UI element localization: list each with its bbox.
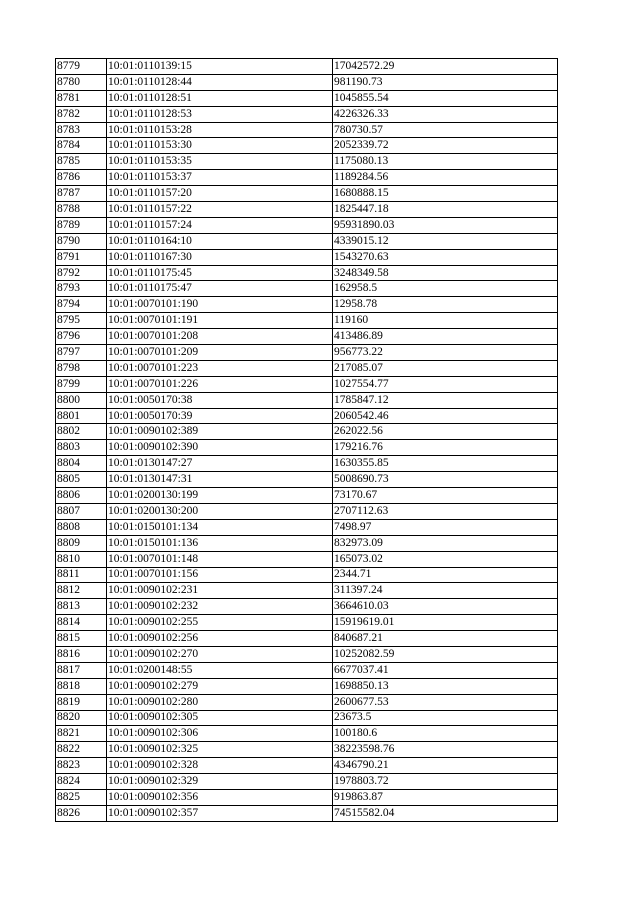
row-number-cell: 8786 xyxy=(56,170,107,186)
table-row xyxy=(56,789,558,805)
cadastral-number-cell: 10:01:0090102:390 xyxy=(107,440,333,456)
row-number-cell: 8804 xyxy=(56,456,107,472)
value-cell: 1680888.15 xyxy=(333,186,558,202)
row-number-cell: 8803 xyxy=(56,440,107,456)
cadastral-number-cell: 10:01:0110128:53 xyxy=(107,106,333,122)
table-row xyxy=(56,106,558,122)
row-number-cell: 8782 xyxy=(56,106,107,122)
cadastral-number-cell: 10:01:0110153:30 xyxy=(107,138,333,154)
table-row xyxy=(56,408,558,424)
cadastral-number-cell: 10:01:0200130:199 xyxy=(107,488,333,504)
row-number-cell: 8810 xyxy=(56,551,107,567)
table-row xyxy=(56,599,558,615)
row-number-cell: 8785 xyxy=(56,154,107,170)
value-cell: 3248349.58 xyxy=(333,265,558,281)
value-cell: 179216.76 xyxy=(333,440,558,456)
value-cell: 1189284.56 xyxy=(333,170,558,186)
row-number-cell: 8792 xyxy=(56,265,107,281)
table-row xyxy=(56,233,558,249)
table-row xyxy=(56,805,558,821)
cadastral-number-cell: 10:01:0110157:24 xyxy=(107,217,333,233)
cadastral-number-cell: 10:01:0110139:15 xyxy=(107,59,333,75)
table-row xyxy=(56,488,558,504)
value-cell: 7498.97 xyxy=(333,519,558,535)
cadastral-number-cell: 10:01:0110175:45 xyxy=(107,265,333,281)
row-number-cell: 8807 xyxy=(56,503,107,519)
value-cell: 1630355.85 xyxy=(333,456,558,472)
cadastral-number-cell: 10:01:0070101:156 xyxy=(107,567,333,583)
cadastral-number-cell: 10:01:0090102:279 xyxy=(107,678,333,694)
value-cell: 5008690.73 xyxy=(333,472,558,488)
table-row xyxy=(56,503,558,519)
value-cell: 2600677.53 xyxy=(333,694,558,710)
row-number-cell: 8826 xyxy=(56,805,107,821)
value-cell: 1027554.77 xyxy=(333,376,558,392)
row-number-cell: 8795 xyxy=(56,313,107,329)
value-cell: 1825447.18 xyxy=(333,202,558,218)
cadastral-number-cell: 10:01:0150101:134 xyxy=(107,519,333,535)
row-number-cell: 8781 xyxy=(56,90,107,106)
table-row xyxy=(56,631,558,647)
table-row xyxy=(56,154,558,170)
cadastral-number-cell: 10:01:0090102:255 xyxy=(107,615,333,631)
value-cell: 262022.56 xyxy=(333,424,558,440)
value-cell: 100180.6 xyxy=(333,726,558,742)
value-cell: 95931890.03 xyxy=(333,217,558,233)
table-row xyxy=(56,758,558,774)
row-number-cell: 8796 xyxy=(56,329,107,345)
cadastral-number-cell: 10:01:0090102:280 xyxy=(107,694,333,710)
table-row xyxy=(56,440,558,456)
table-row xyxy=(56,472,558,488)
row-number-cell: 8825 xyxy=(56,789,107,805)
cadastral-number-cell: 10:01:0070101:191 xyxy=(107,313,333,329)
table-row xyxy=(56,202,558,218)
cadastral-number-cell: 10:01:0090102:325 xyxy=(107,742,333,758)
cadastral-number-cell: 10:01:0090102:270 xyxy=(107,646,333,662)
value-cell: 1978803.72 xyxy=(333,774,558,790)
row-number-cell: 8799 xyxy=(56,376,107,392)
row-number-cell: 8822 xyxy=(56,742,107,758)
row-number-cell: 8797 xyxy=(56,345,107,361)
cadastral-number-cell: 10:01:0050170:38 xyxy=(107,392,333,408)
row-number-cell: 8798 xyxy=(56,360,107,376)
table-row xyxy=(56,567,558,583)
value-cell: 840687.21 xyxy=(333,631,558,647)
row-number-cell: 8817 xyxy=(56,662,107,678)
value-cell: 2060542.46 xyxy=(333,408,558,424)
cadastral-number-cell: 10:01:0070101:223 xyxy=(107,360,333,376)
cadastral-number-cell: 10:01:0130147:31 xyxy=(107,472,333,488)
cadastral-number-cell: 10:01:0200148:55 xyxy=(107,662,333,678)
value-cell: 1175080.13 xyxy=(333,154,558,170)
table-row xyxy=(56,519,558,535)
row-number-cell: 8819 xyxy=(56,694,107,710)
row-number-cell: 8811 xyxy=(56,567,107,583)
value-cell: 4226326.33 xyxy=(333,106,558,122)
row-number-cell: 8789 xyxy=(56,217,107,233)
row-number-cell: 8791 xyxy=(56,249,107,265)
value-cell: 12958.78 xyxy=(333,297,558,313)
value-cell: 165073.02 xyxy=(333,551,558,567)
table-row xyxy=(56,329,558,345)
value-cell: 23673.5 xyxy=(333,710,558,726)
value-cell: 4339015.12 xyxy=(333,233,558,249)
table-row xyxy=(56,662,558,678)
table-body xyxy=(56,59,558,822)
table-row xyxy=(56,74,558,90)
table-row xyxy=(56,297,558,313)
row-number-cell: 8815 xyxy=(56,631,107,647)
value-cell: 73170.67 xyxy=(333,488,558,504)
value-cell: 162958.5 xyxy=(333,281,558,297)
table-row xyxy=(56,138,558,154)
table-row xyxy=(56,170,558,186)
cadastral-number-cell: 10:01:0090102:329 xyxy=(107,774,333,790)
row-number-cell: 8816 xyxy=(56,646,107,662)
table-row xyxy=(56,265,558,281)
cadastral-number-cell: 10:01:0070101:208 xyxy=(107,329,333,345)
value-cell: 780730.57 xyxy=(333,122,558,138)
table-row xyxy=(56,694,558,710)
row-number-cell: 8805 xyxy=(56,472,107,488)
table-row xyxy=(56,59,558,75)
cadastral-number-cell: 10:01:0150101:136 xyxy=(107,535,333,551)
value-cell: 38223598.76 xyxy=(333,742,558,758)
row-number-cell: 8787 xyxy=(56,186,107,202)
row-number-cell: 8806 xyxy=(56,488,107,504)
row-number-cell: 8824 xyxy=(56,774,107,790)
table-row xyxy=(56,424,558,440)
cadastral-number-cell: 10:01:0090102:231 xyxy=(107,583,333,599)
table-row xyxy=(56,90,558,106)
cadastral-number-cell: 10:01:0090102:232 xyxy=(107,599,333,615)
cadastral-number-cell: 10:01:0070101:226 xyxy=(107,376,333,392)
row-number-cell: 8821 xyxy=(56,726,107,742)
row-number-cell: 8808 xyxy=(56,519,107,535)
table-row xyxy=(56,710,558,726)
row-number-cell: 8779 xyxy=(56,59,107,75)
table-row xyxy=(56,726,558,742)
row-number-cell: 8794 xyxy=(56,297,107,313)
cadastral-number-cell: 10:01:0070101:148 xyxy=(107,551,333,567)
row-number-cell: 8783 xyxy=(56,122,107,138)
cadastral-number-cell: 10:01:0090102:328 xyxy=(107,758,333,774)
value-cell: 74515582.04 xyxy=(333,805,558,821)
value-cell: 2707112.63 xyxy=(333,503,558,519)
table-row xyxy=(56,217,558,233)
table-row xyxy=(56,186,558,202)
row-number-cell: 8788 xyxy=(56,202,107,218)
value-cell: 119160 xyxy=(333,313,558,329)
table-row xyxy=(56,535,558,551)
cadastral-number-cell: 10:01:0070101:190 xyxy=(107,297,333,313)
table-row xyxy=(56,551,558,567)
value-cell: 956773.22 xyxy=(333,345,558,361)
table-row xyxy=(56,345,558,361)
cadastral-number-cell: 10:01:0200130:200 xyxy=(107,503,333,519)
table-row xyxy=(56,376,558,392)
row-number-cell: 8818 xyxy=(56,678,107,694)
row-number-cell: 8809 xyxy=(56,535,107,551)
value-cell: 15919619.01 xyxy=(333,615,558,631)
value-cell: 981190.73 xyxy=(333,74,558,90)
row-number-cell: 8823 xyxy=(56,758,107,774)
table-row xyxy=(56,774,558,790)
value-cell: 413486.89 xyxy=(333,329,558,345)
table-row xyxy=(56,392,558,408)
cadastral-number-cell: 10:01:0110164:10 xyxy=(107,233,333,249)
value-cell: 1045855.54 xyxy=(333,90,558,106)
row-number-cell: 8784 xyxy=(56,138,107,154)
table-row xyxy=(56,615,558,631)
cadastral-number-cell: 10:01:0090102:356 xyxy=(107,789,333,805)
cadastral-number-cell: 10:01:0090102:305 xyxy=(107,710,333,726)
value-cell: 4346790.21 xyxy=(333,758,558,774)
value-cell: 17042572.29 xyxy=(333,59,558,75)
table-row xyxy=(56,742,558,758)
row-number-cell: 8800 xyxy=(56,392,107,408)
table-row xyxy=(56,678,558,694)
value-cell: 1543270.63 xyxy=(333,249,558,265)
value-cell: 311397.24 xyxy=(333,583,558,599)
row-number-cell: 8814 xyxy=(56,615,107,631)
value-cell: 1785847.12 xyxy=(333,392,558,408)
cadastral-number-cell: 10:01:0090102:389 xyxy=(107,424,333,440)
cadastral-number-cell: 10:01:0110167:30 xyxy=(107,249,333,265)
cadastral-number-cell: 10:01:0090102:256 xyxy=(107,631,333,647)
cadastral-number-cell: 10:01:0090102:306 xyxy=(107,726,333,742)
row-number-cell: 8801 xyxy=(56,408,107,424)
row-number-cell: 8812 xyxy=(56,583,107,599)
value-cell: 3664610.03 xyxy=(333,599,558,615)
table-row xyxy=(56,646,558,662)
cadastral-number-cell: 10:01:0110153:35 xyxy=(107,154,333,170)
data-table xyxy=(55,58,558,822)
table-row xyxy=(56,456,558,472)
cadastral-number-cell: 10:01:0110153:37 xyxy=(107,170,333,186)
row-number-cell: 8820 xyxy=(56,710,107,726)
cadastral-number-cell: 10:01:0070101:209 xyxy=(107,345,333,361)
value-cell: 832973.09 xyxy=(333,535,558,551)
row-number-cell: 8802 xyxy=(56,424,107,440)
cadastral-number-cell: 10:01:0050170:39 xyxy=(107,408,333,424)
cadastral-number-cell: 10:01:0110128:51 xyxy=(107,90,333,106)
value-cell: 217085.07 xyxy=(333,360,558,376)
row-number-cell: 8813 xyxy=(56,599,107,615)
cadastral-number-cell: 10:01:0110175:47 xyxy=(107,281,333,297)
cadastral-number-cell: 10:01:0090102:357 xyxy=(107,805,333,821)
table-row xyxy=(56,583,558,599)
cadastral-number-cell: 10:01:0110157:22 xyxy=(107,202,333,218)
table-row xyxy=(56,313,558,329)
value-cell: 2052339.72 xyxy=(333,138,558,154)
value-cell: 10252082.59 xyxy=(333,646,558,662)
value-cell: 1698850.13 xyxy=(333,678,558,694)
value-cell: 6677037.41 xyxy=(333,662,558,678)
table-row xyxy=(56,249,558,265)
row-number-cell: 8780 xyxy=(56,74,107,90)
cadastral-number-cell: 10:01:0110153:28 xyxy=(107,122,333,138)
row-number-cell: 8793 xyxy=(56,281,107,297)
table-row xyxy=(56,122,558,138)
cadastral-number-cell: 10:01:0130147:27 xyxy=(107,456,333,472)
cadastral-number-cell: 10:01:0110157:20 xyxy=(107,186,333,202)
value-cell: 919863.87 xyxy=(333,789,558,805)
table-row xyxy=(56,281,558,297)
value-cell: 2344.71 xyxy=(333,567,558,583)
row-number-cell: 8790 xyxy=(56,233,107,249)
table-row xyxy=(56,360,558,376)
cadastral-number-cell: 10:01:0110128:44 xyxy=(107,74,333,90)
